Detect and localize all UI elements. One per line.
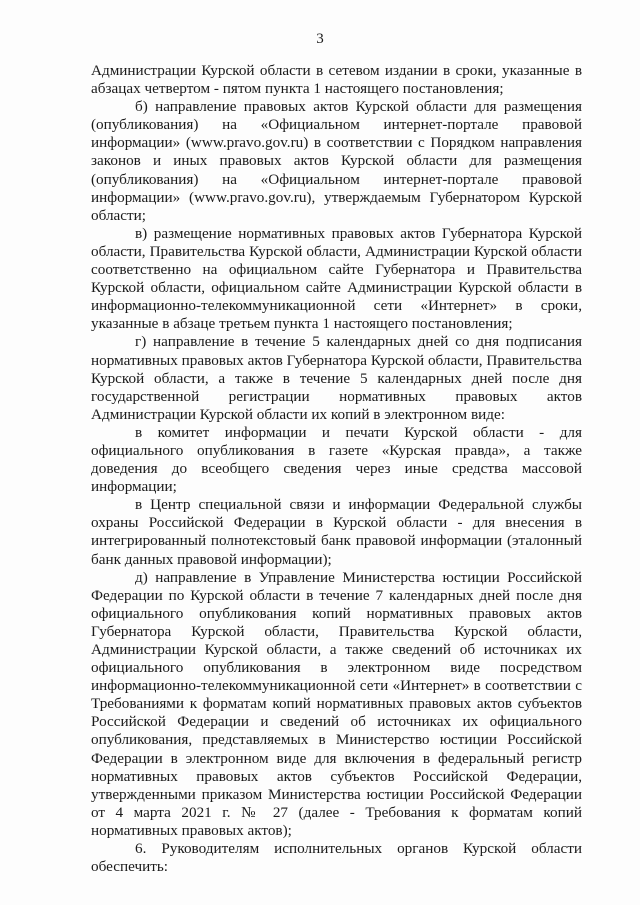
paragraph-press-committee: в комитет информации и печати Курской области - для официального опубликования в газете «Курская правда», а также доведения до всеобщего сведения через иные средства массовой информации;: [91, 423, 582, 496]
paragraph-item-v: в) размещение нормативных правовых актов Губернатора Курской области, Правительства Курской области, Администрации Курской области соответственно на официальном сайте Губернатора и Правительства Курской области, официальном сайте Администрации Курской области в информационно-телекоммуникационной сети «Интернет» в сроки, указанные в абзаце третьем пункта 1 настоящего постановления;: [91, 224, 582, 333]
page-number: 3: [316, 31, 324, 47]
paragraph-item-d: д) направление в Управление Министерства юстиции Российской Федерации по Курской области в течение 7 календарных дней после дня официального опубликования копий нормативных правовых актов Губернатора Курской области, Правительства Курской области, Администрации Курской области, а также сведений об источниках их официального опубликования в электронном виде посредством информационно-телекоммуникационной сети «Интернет» в соответствии с Требованиями к форматам копий нормативных правовых актов субъектов Российской Федерации и сведений об источниках их официального опубликования, представляемых в Министерство юстиции Российской Федерации в электронном виде для включения в федеральный регистр нормативных правовых актов субъектов Российской Федерации, утвержденными приказом Министерства юстиции Российской Федерации от 4 марта 2021 г. № 27 (далее - Требования к форматам копий нормативных правовых актов);: [91, 568, 582, 839]
paragraph-item-b: б) направление правовых актов Курской области для размещения (опубликования) на «Официальном интернет-портале правовой информации» (www.pravo.gov.ru) в соответствии с Порядком направления законов и иных правовых актов Курской области для размещения (опубликования) на «Официальном интернет-портале правовой информации» (www.pravo.gov.ru), утверждаемым Губернатором Курской области;: [91, 98, 582, 224]
paragraph-section-6: 6. Руководителям исполнительных органов Курской области обеспечить:: [91, 840, 582, 876]
document-body: [91, 62, 582, 876]
paragraph-continuation: Администрации Курской области в сетевом издании в сроки, указанные в абзацах четвертом - пятом пункта 1 настоящего постановления;: [91, 62, 582, 98]
paragraph-special-comms-center: в Центр специальной связи и информации Федеральной службы охраны Российской Федерации в Курской области - для внесения в интегрированный полнотекстовый банк правовой информации (эталонный банк данных правовой информации);: [91, 496, 582, 568]
paragraph-item-g: г) направление в течение 5 календарных дней со дня подписания нормативных правовых актов Губернатора Курской области, Правительства Курской области, а также в течение 5 календарных дней после дня государственной регистрации нормативных правовых актов Администрации Курской области их копий в электронном виде:: [91, 333, 582, 423]
